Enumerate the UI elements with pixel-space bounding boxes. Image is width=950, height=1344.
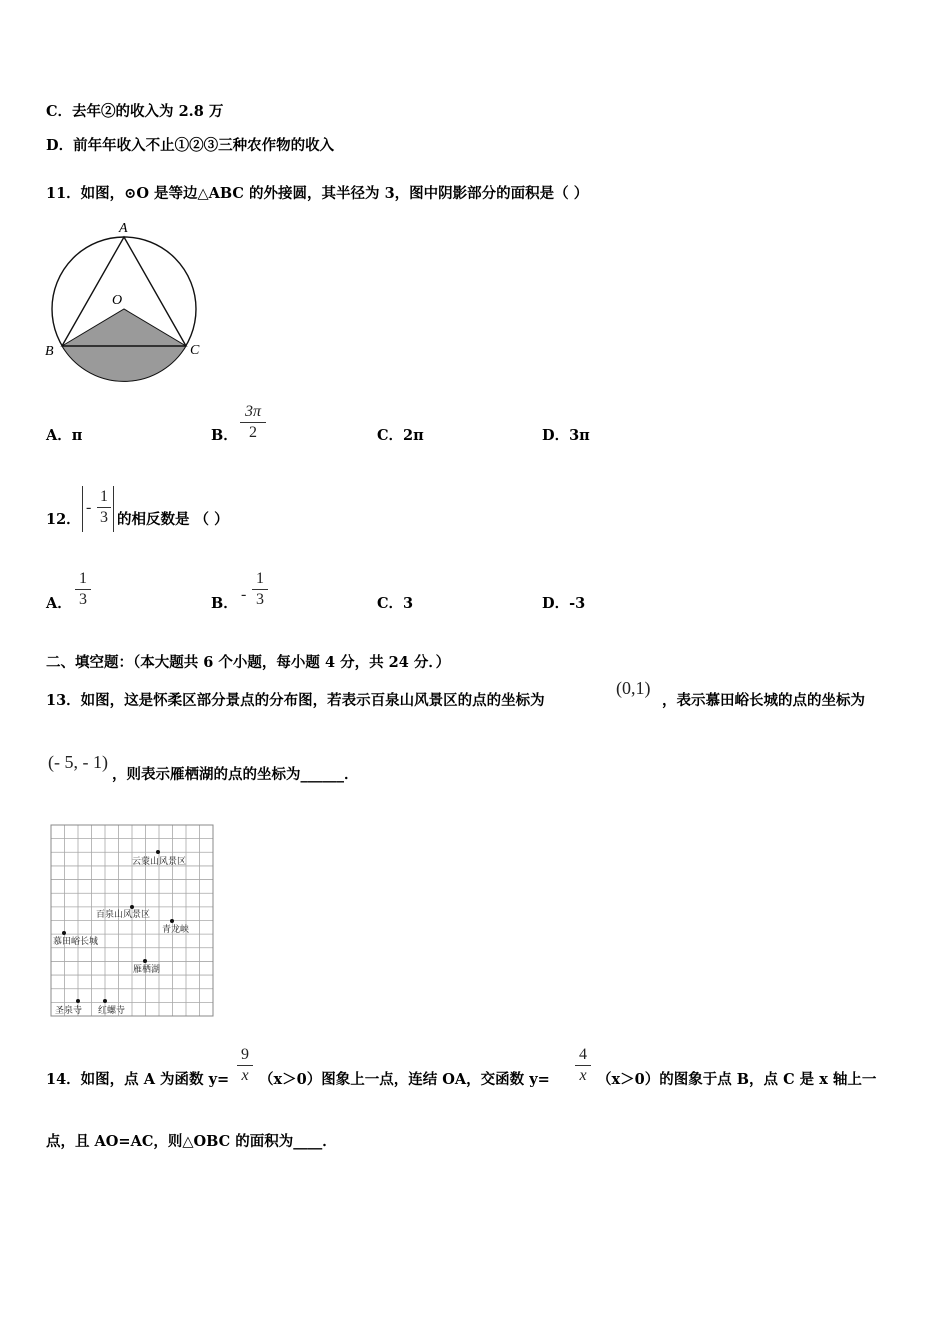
fraction-denominator: 3 [79,591,87,608]
q11-circle-figure [40,218,210,388]
point-qinglong [170,919,174,923]
q11-option-b-fraction [240,403,266,442]
q11-option-b-prefix: B． [211,427,238,444]
q14-text-part2: （x＞0）图象上一点，连结 OA，交函数 y= [259,1071,550,1088]
label-shengquan: 圣泉寺 [55,1006,83,1016]
label-yanqi: 雁栖湖 [133,965,161,975]
label-c: C [190,343,200,358]
q12-option-a-fraction [75,570,91,609]
q10-option-d: D．前年年收入不止①②③三种农作物的收入 [46,137,335,154]
q13-line2-post: ，则表示雁栖湖的点的坐标为______． [112,766,359,783]
point-yanqi [143,959,147,963]
fraction-denominator: x [579,1067,587,1084]
fraction-numerator: 1 [256,570,264,587]
point-mutianyu [62,931,66,935]
q14-text-line2: 点，且 AO=AC，则△OBC 的面积为____． [46,1133,337,1150]
fraction-bar [252,589,268,590]
fraction-numerator: 9 [241,1046,249,1063]
q13-scenic-map-grid [46,820,218,1020]
shaded-segment [62,346,186,381]
fraction-bar [575,1065,591,1066]
point-baiquan [130,905,134,909]
fraction-denominator: x [241,1067,249,1084]
fraction-bar [75,589,91,590]
q14-text-part3: （x＞0）的图象于点 B，点 C 是 x 轴上一 [597,1071,877,1088]
q13-coord-mutianyu: (- 5, - 1) [48,752,108,772]
q12-option-c: C．3 [377,595,414,612]
q12-stem-tail: 的相反数是 （ ） [117,511,229,528]
map-grid-lines [51,825,213,1016]
fraction-numerator: 1 [79,570,87,587]
section2-heading: 二、填空题：（本大题共 6 个小题，每小题 4 分，共 24 分．） [46,654,451,671]
point-yunmeng [156,850,160,854]
fraction-bar [97,507,111,508]
label-yunmeng: 云蒙山风景区 [132,857,187,867]
q12-option-d: D．-3 [542,595,586,612]
q11-stem: 11．如图，⊙O 是等边△ABC 的外接圆，其半径为 3，图中阴影部分的面积是（ ） [46,185,589,202]
fraction-denominator: 3 [256,591,264,608]
q12-option-b-fraction [252,570,268,609]
label-qinglong: 青龙峡 [162,925,190,935]
q11-option-a: A．π [46,427,83,444]
q14-fraction-4-over-x [575,1046,591,1085]
q14-text-part1: 14．如图，点 A 为函数 y= [46,1071,230,1088]
label-baiquan: 百泉山风景区 [96,910,151,920]
q13-line1-post: ，表示慕田峪长城的点的坐标为 [662,692,865,709]
fraction-denominator: 2 [249,424,257,441]
abs-fraction [97,488,111,527]
fraction-numerator: 3π [244,403,261,420]
point-hongluo [103,999,107,1003]
q12-absolute-value [82,486,114,532]
label-o: O [112,293,123,308]
q12-option-a-prefix: A． [46,595,72,612]
q13-coord-baiquan: (0,1) [616,678,651,698]
abs-minus-sign: - [86,499,92,516]
q12-option-b-prefix: B． [211,595,238,612]
point-shengquan [76,999,80,1003]
label-a: A [119,221,128,236]
q11-option-c: C．2π [377,427,424,444]
fraction-denominator: 3 [100,509,108,526]
fraction-numerator: 1 [100,488,108,505]
label-mutianyu: 慕田峪长城 [53,937,99,947]
fraction-bar [237,1065,253,1066]
q12-number: 12． [46,511,81,528]
label-b: B [45,344,54,359]
q10-option-c: C．去年②的收入为 2.8 万 [46,103,224,120]
fraction-bar [240,422,266,423]
q14-fraction-9-over-x [237,1046,253,1085]
q13-line1-pre: 13．如图，这是怀柔区部分景点的分布图，若表示百泉山风景区的点的坐标为 [46,692,545,709]
label-hongluo: 红螺寺 [98,1006,126,1016]
q11-option-d: D．3π [542,427,590,444]
q12-option-b-minus: - [241,586,247,603]
fraction-numerator: 4 [579,1046,587,1063]
